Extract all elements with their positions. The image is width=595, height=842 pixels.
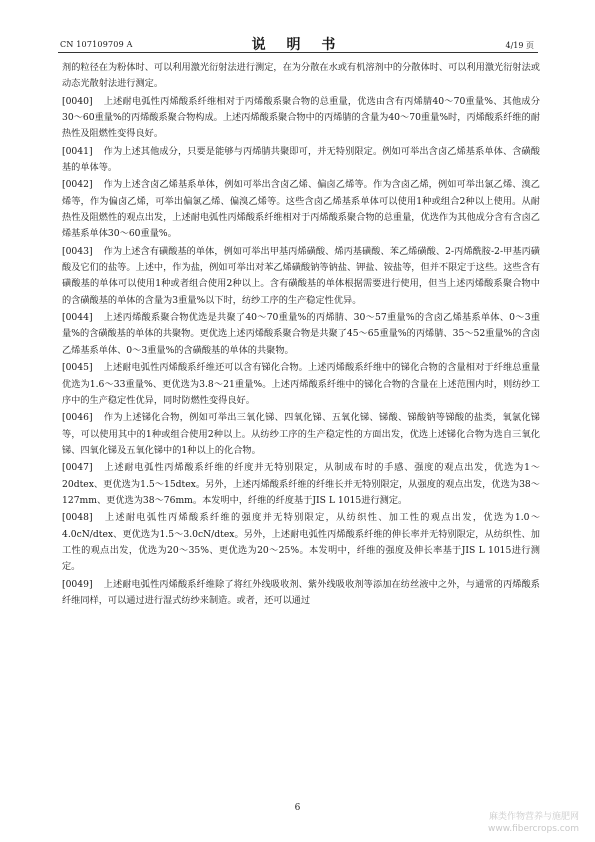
paragraph-number: [0044]: [62, 312, 93, 324]
paragraph-text: 上述耐电弧性丙烯酸系纤维相对于丙烯酸系聚合物的总重量，优选由含有丙烯腈40～70重量%、其他成分30～60重量%的丙烯酸系聚合物构成。上述丙烯酸系聚合物中的丙烯腈的含量为40～70重量%时，丙烯酸系纤维的耐热性及阻燃性变得良好。: [62, 95, 540, 140]
paragraph-0046: [62, 410, 540, 459]
paragraph-0044: [62, 310, 540, 359]
paragraph-number: [0040]: [62, 95, 93, 107]
paragraph-0042: [62, 177, 540, 243]
paragraph-0049: [62, 577, 540, 610]
site-watermark: [488, 811, 579, 835]
paragraph-continuation: [62, 60, 540, 93]
page-header: [0, 0, 595, 56]
paragraph-number: [0045]: [62, 362, 93, 374]
paragraph-text: 剂的粒径在为粉体时、可以利用激光衍射法进行测定，在为分散在水或有机溶剂中的分散体时、可以利用激光衍射法或动态光散射法进行测定。: [62, 62, 540, 90]
paragraph-number: [0043]: [62, 245, 93, 257]
paragraph-number: [0049]: [62, 578, 93, 590]
paragraph-number: [0046]: [62, 412, 93, 424]
paragraph-text: 作为上述含卤乙烯基系单体，例如可举出含卤乙烯、偏卤乙烯等。作为含卤乙烯，例如可举出氯乙烯、溴乙烯等，作为偏卤乙烯，可举出偏氯乙烯、偏溴乙烯等。这些含卤乙烯基系单体可以使用1种或组合2种以上使用。从耐热性及阻燃性的观点出发，上述耐电弧性丙烯酸系纤维相对于丙烯酸系聚合物的总重量，优选作为其他成分含有含卤乙烯基系单体30～60重量%。: [62, 179, 540, 240]
paragraph-number: [0041]: [62, 145, 93, 157]
page-title: 说 明 书: [251, 37, 344, 53]
paragraph-0048: [62, 510, 540, 576]
page-number: 6: [294, 803, 301, 813]
paragraph-text: 上述丙烯酸系聚合物优选是共聚了40～70重量%的丙烯腈、30～57重量%的含卤乙烯基系单体、0～3重量%的含磺酸基的单体的共聚物。更优选上述丙烯酸系聚合物是共聚了45～65重量%的丙烯腈、35～52重量%的含卤乙烯基系单体、0～3重量%的含磺酸基的单体的共聚物。: [62, 312, 540, 356]
paragraph-0045: [62, 360, 540, 409]
header-rule: [58, 52, 538, 53]
document-number: CN 107109709 A: [60, 40, 133, 49]
paragraph-text: 上述耐电弧性丙烯酸系纤维的纤度并无特别限定，从制成布时的手感、强度的观点出发，优选为1～20dtex、更优选为1.5～15dtex。另外，上述丙烯酸系纤维的纤维长并无特别限定，从强度的观点出发，优选为38～127mm、更优选为38～76mm。本发明中，纤维的纤度基于JIS L 1015进行测定。: [62, 462, 540, 506]
paragraph-number: [0042]: [62, 179, 93, 191]
paragraph-0043: [62, 244, 540, 310]
paragraph-text: 作为上述其他成分，只要是能够与丙烯腈共聚即可，并无特别限定。例如可举出含卤乙烯基系单体、含磺酸基的单体等。: [62, 145, 540, 174]
page-indicator: 4/19 页: [505, 41, 534, 50]
document-body: [62, 60, 540, 609]
paragraph-number: [0047]: [62, 462, 93, 474]
paragraph-0040: [62, 94, 540, 143]
paragraph-0041: [62, 144, 540, 177]
paragraph-text: 上述耐电弧性丙烯酸系纤维除了将红外线吸收剂、紫外线吸收剂等添加在纺丝液中之外，与通常的丙烯酸系纤维同样，可以通过进行湿式纺纱来制造。或者，还可以通过: [62, 578, 540, 606]
paragraph-number: [0048]: [62, 512, 93, 524]
paragraph-text: 上述耐电弧性丙烯酸系纤维的强度并无特别限定，从纺织性、加工性的观点出发，优选为1.0～4.0cN/dtex、更优选为1.5～3.0cN/dtex。另外，上述耐电弧性丙烯酸系纤维的伸长率并无特别限定，从纺织性、加工性的观点出发，优选为20～35%、更优选为20～25%。本发明中，纤维的强度及伸长率基于JIS L 1015进行测定。: [62, 512, 540, 573]
watermark-url: www.fibercrops.com: [488, 824, 579, 834]
paragraph-text: 作为上述锑化合物，例如可举出三氧化锑、四氧化锑、五氧化锑、锑酸、锑酸钠等锑酸的盐类，氧氯化锑等，可以使用其中的1种或组合使用2种以上。从纺纱工序的生产稳定性的方面出发，优选上述锑化合物为选自三氧化锑、四氧化锑及五氧化锑中的1种以上的化合物。: [62, 412, 540, 456]
paragraph-text: 上述耐电弧性丙烯酸系纤维还可以含有锑化合物。上述丙烯酸系纤维中的锑化合物的含量相对于纤维总重量优选为1.6～33重量%、更优选为3.8～21重量%。上述丙烯酸系纤维中的锑化合物的含量在上述范围内时，则纺纱工序中的生产稳定性优异，同时防燃性变得良好。: [62, 362, 540, 406]
watermark-site-name: 麻类作物营养与施肥网: [488, 812, 579, 822]
paragraph-0047: [62, 460, 540, 509]
paragraph-text: 作为上述含有磺酸基的单体，例如可举出甲基丙烯磺酸、烯丙基磺酸、苯乙烯磺酸、2-丙烯酰胺-2-甲基丙磺酸及它们的盐等。上述中，作为盐，例如可举出对苯乙烯磺酸钠等钠盐、钾盐、铵盐等，但并不限定于这些。这些含有磺酸基的单体可以使用1种或者组合使用2种以上。含有磺酸基的单体根据需要进行使用，但当上述丙烯酸系聚合物中的含磺酸基的单体的含量为3重量%以下时，纺纱工序的生产稳定性优异。: [62, 245, 540, 306]
